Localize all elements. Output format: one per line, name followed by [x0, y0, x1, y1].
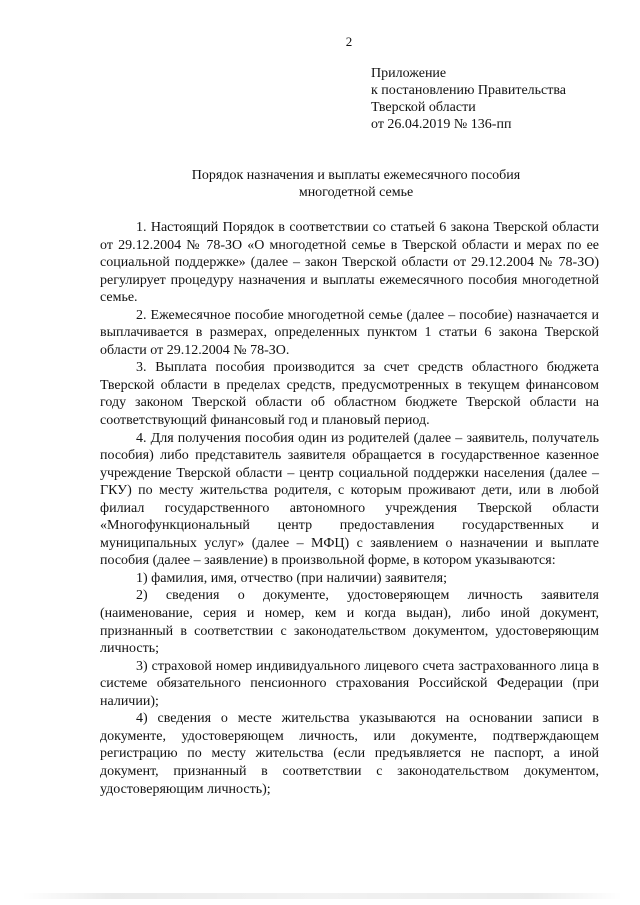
document-title	[120, 167, 592, 201]
paragraph-4: 4. Для получения пособия один из родителей (далее – заявитель, получатель пособия) либо представитель заявителя обращается в государственное казенное учреждение Тверской области – центр социальной поддержки населения (далее – ГКУ) по месту жительства родителя, с которым проживают дети, или в любой филиал государственного автономного учреждения Тверской области «Многофункциональный центр предоставления государственных и муниципальных услуг» (далее – МФЦ) с заявлением о назначении и выплате пособия (далее – заявление) в произвольной форме, в котором указываются:	[100, 430, 599, 569]
appendix-line-2: к постановлению Правительства	[371, 83, 567, 98]
appendix-line-4: от 26.04.2019 № 136-пп	[371, 117, 512, 132]
paragraph-1: 1. Настоящий Порядок в соответствии со статьей 6 закона Тверской области от 29.12.2004 № 78-ЗО «О многодетной семье в Тверской области и мерах по ее социальной поддержке» (далее – закон Тверской области от 29.12.2004 № 78-ЗО) регулирует процедуру назначения и выплаты ежемесячного пособия многодетной семье.	[100, 220, 599, 306]
paragraph-3: 3. Выплата пособия производится за счет средств областного бюджета Тверской области в пределах средств, предусмотренных в текущем финансовом году законом Тверской области об областном бюджете Тверской области на соответствующий финансовый год и плановый период.	[100, 360, 599, 429]
list-item-2: 2) сведения о документе, удостоверяющем личность заявителя (наименование, серия и номер, кем и когда выдан), либо иной документ, признанный в соответствии с законодательством документом, удостоверяющим личность;	[100, 588, 599, 657]
appendix-line-1: Приложение	[371, 66, 447, 81]
list-item-4: 4) сведения о месте жительства указываются на основании записи в документе, удостоверяющем личность, или документе, подтверждающем регистрацию по месту жительства (если предъявляется не паспорт, а иной документ, признанный в соответствии с законодательством документом, удостоверяющим личность);	[100, 711, 599, 797]
page-number: 2	[345, 34, 353, 49]
document-body	[100, 219, 599, 798]
paragraph-2: 2. Ежемесячное пособие многодетной семье (далее – пособие) назначается и выплачивается в размерах, определенных пунктом 1 статьи 6 закона Тверской области от 29.12.2004 № 78-ЗО.	[100, 307, 599, 358]
appendix-line-3: Тверской области	[371, 100, 476, 115]
list-item-3: 3) страховой номер индивидуального лицевого счета застрахованного лица в системе обязательного пенсионного страхования Российской Федерации (при наличии);	[100, 658, 599, 709]
document-title-line-2: многодетной семье	[298, 185, 414, 200]
list-item-1: 1) фамилия, имя, отчество (при наличии) заявителя;	[136, 570, 447, 586]
document-title-line-1: Порядок назначения и выплаты ежемесячного пособия	[191, 168, 521, 183]
scan-edge-shadow	[22, 893, 622, 899]
appendix-block	[371, 65, 566, 133]
